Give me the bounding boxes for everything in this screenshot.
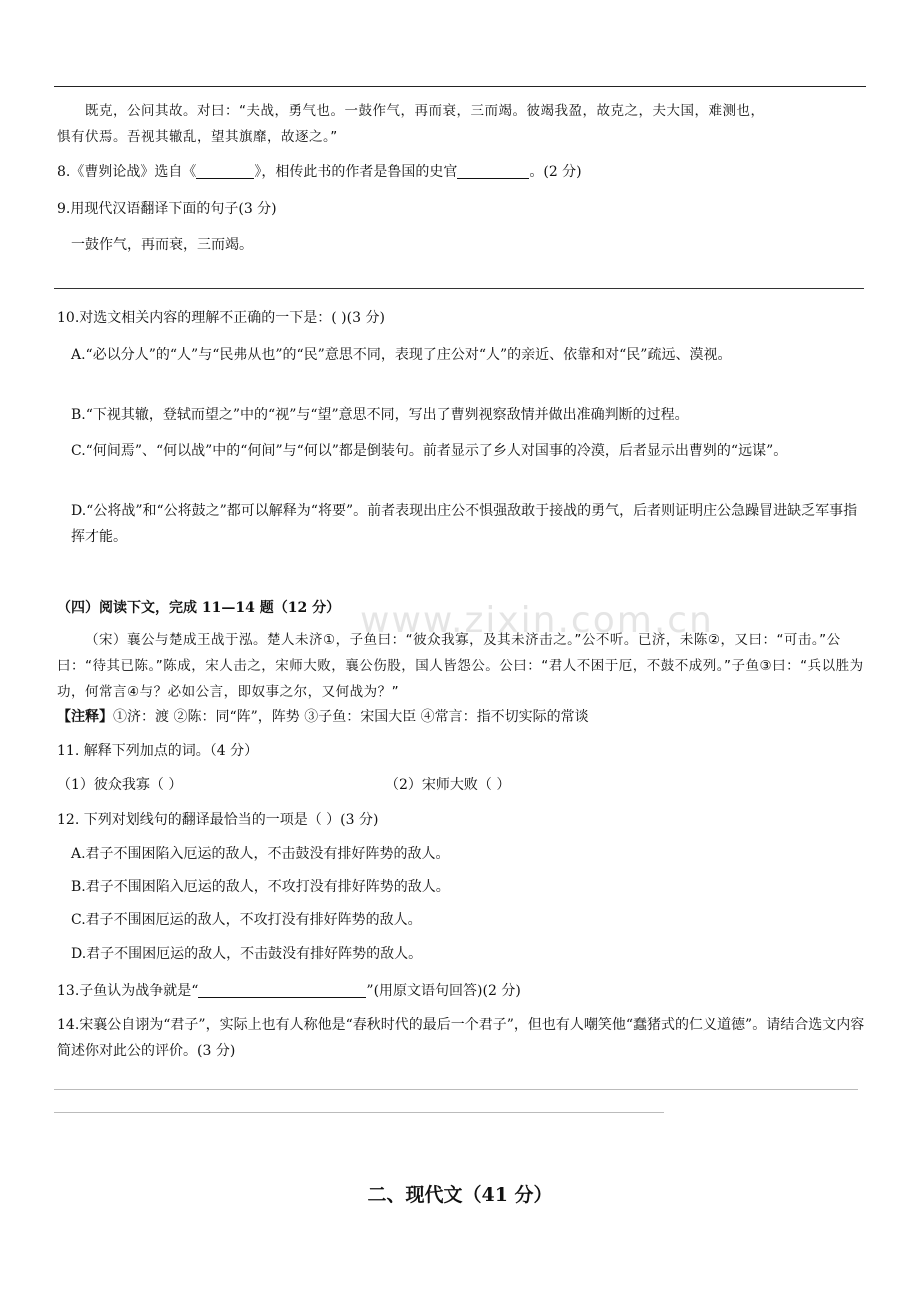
- q8-blank-historian[interactable]: [457, 162, 529, 179]
- notes-label: 【注释】: [57, 709, 113, 725]
- q8-text-3: 。(2 分): [529, 164, 582, 180]
- q13-text-2: ”(用原文语句回答)(2 分): [366, 983, 521, 999]
- q8-text-1: 8.《曹刿论战》选自《: [57, 164, 197, 180]
- question-12-option-a: A.君子不围困陷入厄运的敌人，不击鼓没有排好阵势的敌人。: [71, 846, 450, 862]
- passage-line-1: 既克，公问其故。对曰：“夫战，勇气也。一鼓作气，再而衰，三而竭。彼竭我盈，故克之，夫大国，难测也，: [85, 103, 765, 119]
- q13-blank[interactable]: [198, 981, 366, 998]
- section-4-notes: [57, 704, 865, 730]
- section-4-passage: （宋）襄公与楚成王战于泓。楚人未济①，子鱼曰：“彼众我寡，及其未济击之。”公不听。已济，未陈②，又曰：“可击。”公曰：“待其已陈。”陈成，宋人击之，宋师大败，襄公伤股，国人皆怨公。公曰：“君人不困于厄，不鼓不成列。”子鱼③曰：“兵以胜为功，何常言④与？必如公言，即奴事之尔，又何战为？”: [57, 632, 864, 700]
- question-10-option-b: B.“下视其辙，登轼而望之”中的“视”与“望”意思不同，写出了曹刿视察敌情并做出准确判断的过程。: [71, 407, 689, 423]
- question-13: [57, 978, 865, 1004]
- question-12-stem: 12. 下列对划线句的翻译最恰当的一项是（ ）(3 分): [57, 812, 379, 828]
- question-9-sentence: 一鼓作气，再而衰，三而竭。: [71, 237, 253, 253]
- notes-text: ①济：渡 ②陈：同“阵”，阵势 ③子鱼：宋国大臣 ④常言：指不切实际的常谈: [113, 709, 589, 725]
- section-title: 二、现代文（41 分）: [367, 1184, 553, 1206]
- q8-blank-book[interactable]: [196, 162, 254, 179]
- question-10-option-d: D.“公将战”和“公将鼓之”都可以解释为“将要”。前者表现出庄公不惧强敌敢于接战的勇气，后者则证明庄公急躁冒进缺乏军事指挥才能。: [71, 503, 858, 545]
- question-11-item-2: （2）宋师大败（ ）: [385, 777, 511, 793]
- top-rule: [54, 86, 866, 87]
- question-9-stem: 9.用现代汉语翻译下面的句子(3 分): [57, 201, 277, 217]
- question-10-option-c: C.“何间焉”、“何以战”中的“何间”与“何以”都是倒装句。前者显示了乡人对国事的冷漠，后者显示出曹刿的“远谋”。: [71, 443, 788, 459]
- answer-line-q14-2[interactable]: [54, 1112, 664, 1113]
- passage-line-2: 惧有伏焉。吾视其辙乱，望其旗靡，故逐之。”: [57, 129, 338, 145]
- answer-line-q9[interactable]: [54, 288, 864, 289]
- question-12-option-b: B.君子不围困陷入厄运的敌人，不攻打没有排好阵势的敌人。: [71, 879, 450, 895]
- question-14-stem: 14.宋襄公自诩为“君子”，实际上也有人称他是“春秋时代的最后一个君子”，但也有人嘲笑他“蠢猪式的仁义道德”。请结合选文内容简述你对此公的评价。(3 分): [57, 1017, 865, 1059]
- question-10-stem: 10.对选文相关内容的理解不正确的一下是：( )(3 分): [57, 310, 385, 326]
- q13-text-1: 13.子鱼认为战争就是“: [57, 983, 199, 999]
- passage-excerpt: [57, 98, 865, 150]
- q8-text-2: 》，相传此书的作者是鲁国的史官: [254, 164, 458, 180]
- watermark: www.zixin.com.cn: [360, 600, 714, 641]
- question-12-option-d: D.君子不围困厄运的敌人，不击鼓没有排好阵势的敌人。: [71, 946, 423, 962]
- question-12-option-c: C.君子不围困厄运的敌人，不攻打没有排好阵势的敌人。: [71, 912, 422, 928]
- answer-line-q14-1[interactable]: [54, 1089, 858, 1090]
- section-4-heading: （四）阅读下文，完成 11—14 题（12 分）: [57, 600, 341, 616]
- question-8: [57, 159, 865, 185]
- question-11-stem: 11. 解释下列加点的词。（4 分）: [57, 743, 259, 759]
- question-10-option-a: A.“必以分人”的“人”与“民弗从也”的“民”意思不同，表现了庄公对“人”的亲近、依靠和对“民”疏远、漠视。: [71, 347, 732, 363]
- question-11-item-1: （1）彼众我寡（ ）: [57, 777, 183, 793]
